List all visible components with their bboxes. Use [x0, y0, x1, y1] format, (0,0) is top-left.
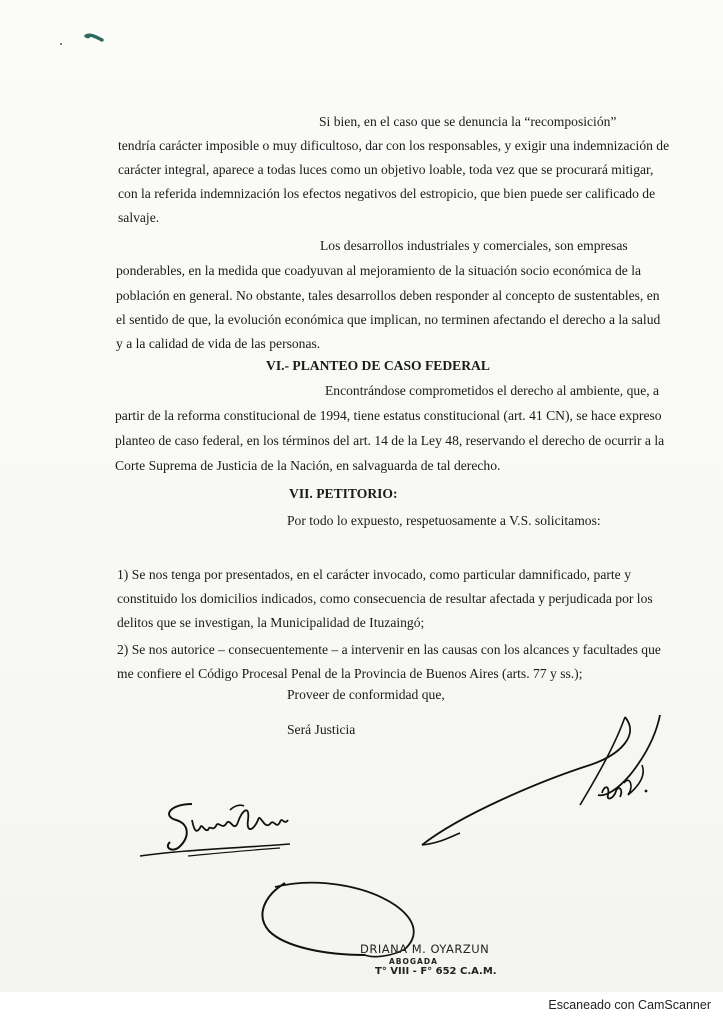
stamp-role: ABOGADA — [389, 957, 438, 966]
p1-line-2: tendría carácter imposible o muy dificultoso, dar con los responsables, y exigir una indemnización de — [118, 138, 670, 153]
petitorio-intro: Por todo lo expuesto, respetuosamente a V.S. solicitamos: — [287, 513, 601, 528]
p2-line-1: Los desarrollos industriales y comerciales, son empresas — [320, 238, 628, 253]
pen-mark-icon — [84, 30, 108, 44]
p2-line-2: ponderables, en la medida que coadyuvan al mejoramiento de la situación socio económica de la — [116, 263, 642, 278]
s6-line-1: Encontrándose comprometidos el derecho al ambiente, que, a — [325, 383, 660, 398]
item1-line-1: 1) Se nos tenga por presentados, en el carácter invocado, como particular damnificado, parte y — [117, 567, 631, 582]
s6-line-2: partir de la reforma constitucional de 1994, tiene estatus constitucional (art. 41 CN), se hace expreso — [115, 408, 662, 423]
s6-line-4: Corte Suprema de Justicia de la Nación, en salvaguarda de tal derecho. — [115, 458, 501, 473]
section-heading-federal: VI.- PLANTEO DE CASO FEDERAL — [266, 358, 490, 373]
stamp-name: DRIANA M. OYARZUN — [360, 942, 490, 956]
dot-mark — [60, 43, 62, 45]
p1-line-3: carácter integral, aparece a todas luces como un objetivo loable, toda vez que se procurará mitigar, — [118, 162, 654, 177]
stamp-matricula: T° VIII - F° 652 C.A.M. — [375, 966, 497, 977]
item2-line-2: me confiere el Código Procesal Penal de la Provincia de Buenos Aires (arts. 77 y ss.); — [117, 666, 583, 681]
signature-right — [420, 705, 710, 860]
p2-line-4: el sentido de que, la evolución económica que implican, no terminen afectando el derecho a la salud — [116, 312, 661, 327]
p2-line-5: y a la calidad de vida de las personas. — [116, 336, 321, 351]
item1-line-3: delitos que se investigan, la Municipalidad de Ituzaingó; — [117, 615, 425, 630]
lawyer-stamp — [345, 938, 525, 988]
closing-proveer: Proveer de conformidad que, — [287, 687, 445, 702]
item1-line-2: constituido los domicilios indicados, como consecuencia de resultar afectada y perjudicada por los — [117, 591, 653, 606]
section-heading-petitorio: VII. PETITORIO: — [289, 486, 398, 501]
item2-line-1: 2) Se nos autorice – consecuentemente – a intervenir en las causas con los alcances y facultades que — [117, 642, 661, 657]
closing-justicia: Será Justicia — [287, 722, 356, 737]
p2-line-3: población en general. No obstante, tales desarrollos deben responder al concepto de sustentables, en — [116, 288, 660, 303]
s6-line-3: planteo de caso federal, en los términos del art. 14 de la Ley 48, reservando el derecho de ocurrir a la — [115, 433, 665, 448]
p1-line-4: con la referida indemnización los efectos negativos del estropicio, que bien puede ser calificado de — [118, 186, 656, 201]
p1-line-1: Si bien, en el caso que se denuncia la “recomposición” — [319, 114, 617, 129]
p1-line-5: salvaje. — [118, 210, 160, 225]
signature-left — [130, 790, 320, 870]
camscanner-watermark: Escaneado con CamScanner — [548, 998, 711, 1012]
